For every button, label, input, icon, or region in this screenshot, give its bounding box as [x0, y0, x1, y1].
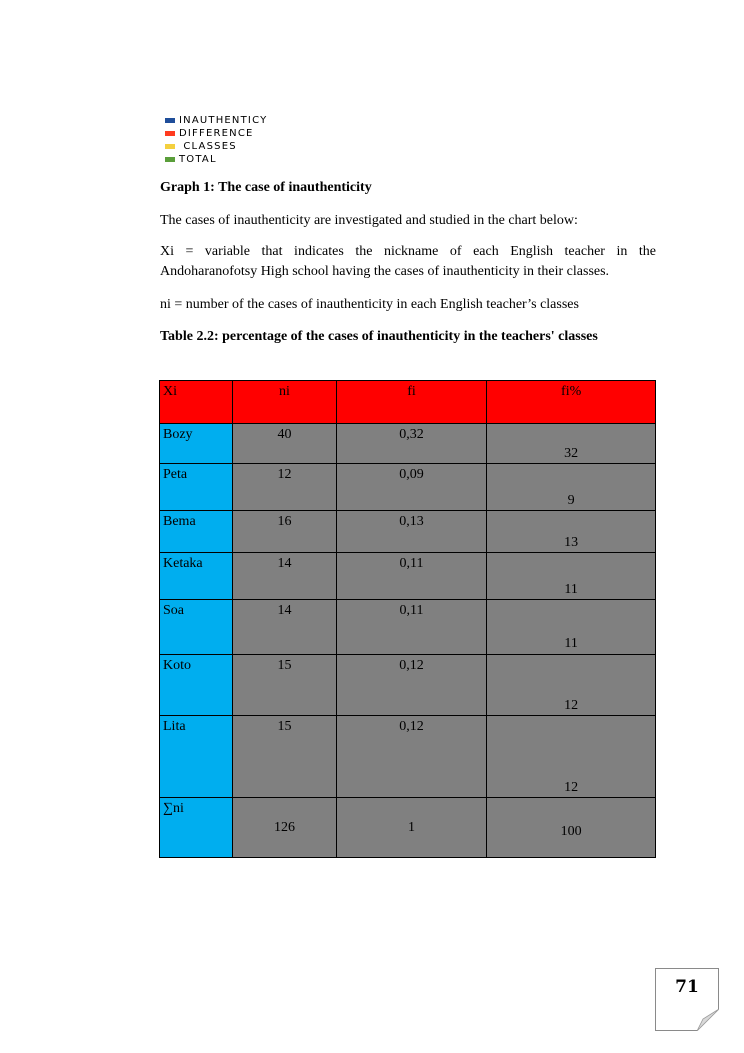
- cell-fi-percent: 9: [487, 464, 656, 511]
- cell-total-fi-percent: 100: [487, 798, 656, 858]
- table-row: [160, 424, 656, 464]
- table-title: Table 2.2: percentage of the cases of inauthenticity in the teachers' classes: [160, 329, 598, 344]
- cell-total-ni: 126: [233, 798, 336, 858]
- header-xi: Xi: [160, 381, 233, 424]
- cell-fi: 0,12: [336, 716, 487, 798]
- table-total-row: [160, 798, 656, 858]
- legend-swatch: [165, 131, 175, 136]
- cell-ni: 40: [233, 424, 336, 464]
- legend-swatch: [165, 144, 175, 149]
- cell-xi: Bozy: [160, 424, 233, 464]
- cell-ni: 15: [233, 716, 336, 798]
- cell-fi: 0,12: [336, 655, 487, 716]
- cell-fi: 0,11: [336, 600, 487, 655]
- cell-ni: 14: [233, 553, 336, 600]
- cell-xi: Lita: [160, 716, 233, 798]
- legend-item-difference: [165, 127, 267, 140]
- cell-xi: Koto: [160, 655, 233, 716]
- chart-legend: [165, 114, 267, 166]
- graph-title: Graph 1: The case of inauthenticity: [160, 180, 372, 195]
- table-row: [160, 600, 656, 655]
- legend-label: TOTAL: [179, 154, 217, 165]
- cell-xi: Peta: [160, 464, 233, 511]
- legend-label: CLASSES: [179, 141, 237, 152]
- cell-fi-percent: 13: [487, 511, 656, 553]
- cell-fi-percent: 12: [487, 655, 656, 716]
- legend-label: DIFFERENCE: [179, 128, 254, 139]
- cell-fi-percent: 11: [487, 600, 656, 655]
- cell-xi: Ketaka: [160, 553, 233, 600]
- page-number-box: [655, 968, 719, 1031]
- table-header-row: [160, 381, 656, 424]
- intro-text: The cases of inauthenticity are investigated and studied in the chart below:: [160, 213, 578, 228]
- legend-item-inauthenticity: [165, 114, 267, 127]
- legend-swatch: [165, 118, 175, 123]
- cell-fi: 0,13: [336, 511, 487, 553]
- xi-definition: Xi = variable that indicates the nickname of each English teacher in the Andoharanofotsy High school having the cases of inauthenticity in their classes.: [160, 244, 656, 279]
- header-ni: ni: [233, 381, 336, 424]
- table-row: [160, 511, 656, 553]
- legend-swatch: [165, 157, 175, 162]
- cell-ni: 15: [233, 655, 336, 716]
- table-row: [160, 553, 656, 600]
- cell-fi: 0,11: [336, 553, 487, 600]
- cell-fi-percent: 12: [487, 716, 656, 798]
- header-fi-percent: fi%: [487, 381, 656, 424]
- cell-ni: 16: [233, 511, 336, 553]
- header-fi: fi: [336, 381, 487, 424]
- page-number: 71: [675, 977, 699, 997]
- table-row: [160, 464, 656, 511]
- ni-definition: ni = number of the cases of inauthenticity in each English teacher’s classes: [160, 297, 579, 312]
- cell-fi-percent: 11: [487, 553, 656, 600]
- cell-total-fi: 1: [336, 798, 487, 858]
- table-row: [160, 655, 656, 716]
- page-curl-icon: [697, 1009, 719, 1031]
- cell-ni: 14: [233, 600, 336, 655]
- legend-label: INAUTHENTICY: [179, 115, 268, 126]
- legend-item-classes: [165, 140, 267, 153]
- cell-xi: Soa: [160, 600, 233, 655]
- inauthenticity-table: [159, 380, 656, 858]
- cell-fi: 0,32: [336, 424, 487, 464]
- cell-ni: 12: [233, 464, 336, 511]
- cell-fi: 0,09: [336, 464, 487, 511]
- cell-fi-percent: 32: [487, 424, 656, 464]
- cell-total-label: ∑ni: [160, 798, 233, 858]
- table-row: [160, 716, 656, 798]
- legend-item-total: [165, 153, 267, 166]
- cell-xi: Bema: [160, 511, 233, 553]
